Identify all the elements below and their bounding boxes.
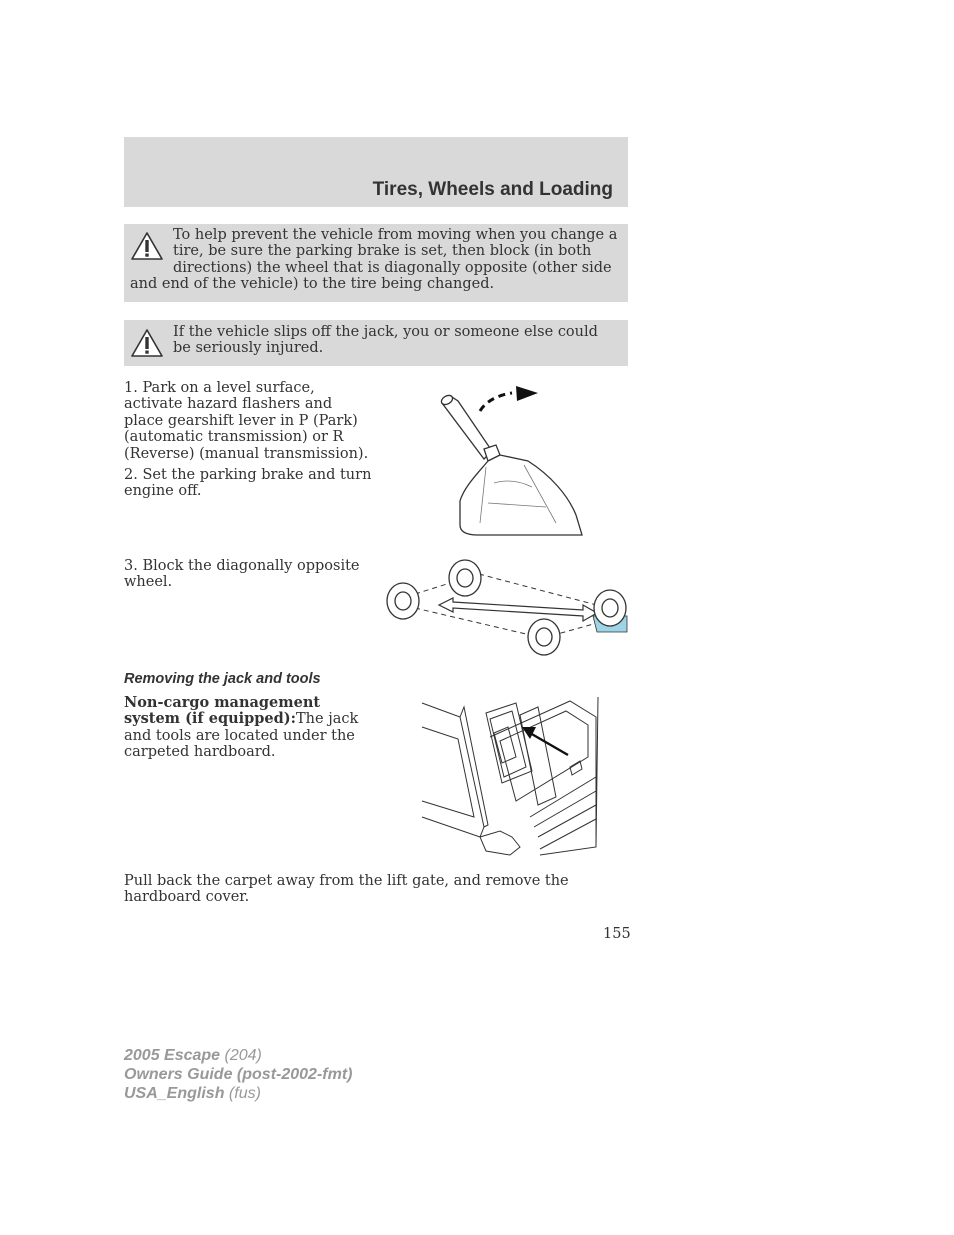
warning-box-jack <box>124 320 628 366</box>
footer-line-3 <box>124 1084 352 1103</box>
footer-model: 2005 Escape <box>124 1047 221 1064</box>
section-subheading: Removing the jack and tools <box>124 671 321 687</box>
document-footer <box>124 1046 352 1103</box>
footer-line-2 <box>124 1065 352 1084</box>
step-1-text: 1. Park on a level surface, activate hazard flashers and place gearshift lever in P (Park) (automatic transmission) or R (Reverse) (manual transmission). <box>124 380 369 462</box>
page-number: 155 <box>603 926 631 942</box>
cargo-area-jack-location-illustration <box>420 697 602 857</box>
step-3-text: 3. Block the diagonally opposite wheel. <box>124 558 360 591</box>
cargo-system-label: Non-cargo management system (if equipped): <box>124 694 321 728</box>
footer-model-code: (204) <box>220 1047 262 1064</box>
gearshift-lever-illustration <box>428 383 588 540</box>
cargo-system-text: The jack and tools are located under the carpeted hardboard. <box>124 711 359 761</box>
diagonal-wheel-block-illustration <box>383 558 633 660</box>
footer-language-code: (fus) <box>224 1085 261 1102</box>
warning-text: If the vehicle slips off the jack, you or someone else could be seriously injured. <box>173 324 598 357</box>
page-title: Tires, Wheels and Loading <box>372 179 613 200</box>
footer-line-1 <box>124 1046 352 1065</box>
section-header <box>124 137 628 207</box>
footer-language: USA_English <box>124 1085 225 1102</box>
warning-icon <box>130 328 164 358</box>
warning-icon <box>130 231 164 261</box>
pull-back-carpet-text: Pull back the carpet away from the lift gate, and remove the hardboard cover. <box>124 873 569 906</box>
warning-text: To help prevent the vehicle from moving when you change a tire, be sure the parking brake is set, then block (in both directions) the wheel that is diagonally opposite (other side and end of the vehicle) to the tire being changed. <box>130 227 618 293</box>
warning-box-parking-brake <box>124 224 628 302</box>
footer-guide: Owners Guide (post-2002-fmt) <box>124 1066 353 1083</box>
step-2-text: 2. Set the parking brake and turn engine off. <box>124 467 372 500</box>
cargo-system-paragraph <box>124 695 372 761</box>
